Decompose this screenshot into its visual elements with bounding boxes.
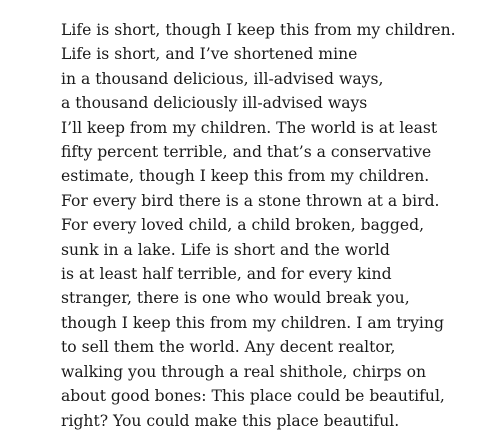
poem-line-4: a thousand deliciously ill-advised ways (61, 94, 368, 113)
poem-line-8: For every bird there is a stone thrown at a bird. (61, 191, 440, 210)
poem-line-12: stranger, there is one who would break you, (61, 289, 410, 308)
poem-line-13: though I keep this from my children. I am trying (61, 313, 444, 332)
poem-line-10: sunk in a lake. Life is short and the world (61, 240, 390, 259)
poem-line-9: For every loved child, a child broken, bagged, (61, 216, 425, 235)
poem-line-5: I’ll keep from my children. The world is at least (61, 118, 438, 137)
poem-line-7: estimate, though I keep this from my children. (61, 167, 430, 186)
poem-text (61, 18, 491, 433)
poem-line-6: fifty percent terrible, and that’s a conservative (61, 143, 432, 162)
poem-line-17: right? You could make this place beautiful. (61, 411, 400, 430)
poem-line-16: about good bones: This place could be beautiful, (61, 387, 445, 406)
poem-line-3: in a thousand delicious, ill-advised ways, (61, 69, 384, 88)
poem-line-1: Life is short, though I keep this from my children. (61, 21, 456, 39)
poem-line-14: to sell them the world. Any decent realtor, (61, 338, 396, 357)
poem-line-2: Life is short, and I’ve shortened mine (61, 45, 358, 64)
poem-line-11: is at least half terrible, and for every kind (61, 265, 392, 284)
poem-line-15: walking you through a real shithole, chirps on (61, 362, 427, 381)
